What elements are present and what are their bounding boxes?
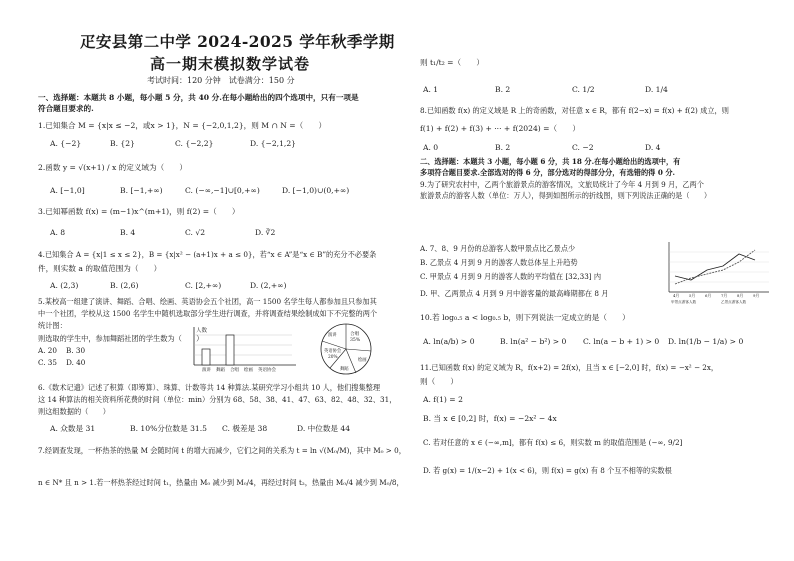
q7-stem-2: n ∈ N* 且 n > 1.若一杯热茶经过时间 t₁，热量由 M₀ 减少到 M₀/4，再经过时间 t₂，热量由 M₀/4 减少到 M₀/8， [38, 478, 404, 487]
q5-stem-2: 中一个社团，学校从这 1500 名学生中随机选取部分学生进行调查，并将调查结果绘制成如下不完整的两个 [38, 309, 378, 318]
club-bar-chart [180, 325, 298, 373]
section1-title: 一、选择题：本题共 8 小题，每小题 5 分，共 40 分.在每小题给出的四个选项中，只有一项是 [38, 93, 359, 102]
line-legend-jia: 甲景点游客人数 [671, 300, 697, 304]
line-tick-2: 6月 [705, 293, 712, 298]
q1-option-c: C. {−2,2} [175, 139, 214, 148]
series-jia [675, 254, 755, 280]
q6-option-c: C. 极差是 38 [222, 424, 268, 433]
bar-y-label: 人数 [196, 328, 208, 334]
q9-option-a: A. 7、8、9 月份的总游客人数甲景点比乙景点少 [420, 244, 576, 253]
q11-stem: 11.已知函数 f(x) 的定义域为 R，f(x+2) = 2f(x)，且当 x ∈ [−2,0] 时，f(x) = −x² − 2x， [420, 363, 719, 372]
q3-option-a: A. 8 [50, 228, 66, 237]
q1-option-d: D. {−2,1,2} [250, 139, 296, 148]
q10-option-a: A. ln(a/b) > 0 [423, 337, 475, 346]
pie-pct-english: 20% [328, 355, 338, 360]
q5-option-c: C. 35 D. 40 [38, 358, 86, 367]
tourist-line-chart [661, 240, 773, 304]
q11-option-b: B. 当 x ∈ [0,2] 时，f(x) = −2x² − 4x [423, 414, 557, 423]
q9-option-d: D. 甲、乙两景点 4 月到 9 月中游客量的最高峰期都在 8 月 [420, 289, 609, 298]
q9-option-c: C. 甲景点 4 月到 9 月的游客人数的平均值在 [32,33] 内 [420, 272, 602, 281]
pie-label-english: 英语协会 [324, 349, 342, 354]
q4-stem: 4.已知集合 A = {x|1 ≤ x ≤ 2}，B = {x|x² − (a+1)x + a ≤ 0}，若“x ∈ A”是“x ∈ B”的充分不必要条 [38, 250, 377, 259]
pie-pct-chorus: 35% [350, 338, 361, 343]
pie-label-speech: 演讲 [328, 333, 337, 338]
q2-option-a: A. [−1,0] [50, 186, 85, 195]
club-pie-chart [316, 321, 376, 377]
q3-option-d: D. ∛2 [255, 228, 276, 237]
q7-option-b: B. 2 [495, 85, 511, 94]
line-legend-yi: 乙景点游客人数 [721, 300, 747, 304]
q6-option-b: B. 10%分位数是 31.5 [130, 424, 207, 433]
q5-stem: 5.某校高一组建了演讲、舞蹈、合唱、绘画、英语协会五个社团，高一 1500 名学生每人都参加且只参加其 [38, 297, 377, 306]
line-tick-5: 9月 [753, 293, 760, 298]
q10-option-c: C. ln(a − b + 1) > 0 [583, 337, 660, 346]
line-tick-3: 7月 [721, 293, 728, 298]
q6-stem: 6.《数术记遗》记述了积算（即筹算）、珠算、计数等共 14 种算法.某研究学习小组共 10 人，他们搜集整理 [38, 383, 381, 392]
q10-option-b: B. ln(a² − b²) > 0 [500, 337, 567, 346]
bar-speech [202, 349, 210, 365]
q8-option-d: D. 4 [645, 143, 661, 152]
bar-tick-0: 演讲 [202, 368, 211, 373]
q6-stem-3: 则这组数据的（ ） [38, 407, 110, 416]
q6-stem-2: 这 14 种算法的相关资料所花费的时间（单位：min）分别为 68、58、38、41、47、63、82、48、32、31， [38, 395, 397, 404]
q2-option-c: C. (−∞,−1]∪[0,+∞) [185, 186, 260, 195]
q6-option-a: A. 众数是 31 [50, 424, 96, 433]
bar-tick-3: 绘画 [244, 368, 253, 373]
q1-stem: 1.已知集合 M = {x|x ≤ −2，或x > 1}，N = {−2,0,1,2}，则 M ∩ N =（ ） [38, 121, 327, 130]
q8-stem: 8.已知函数 f(x) 的定义域是 R 上的奇函数，对任意 x ∈ R，都有 f(2−x) = f(x) + f(2) 成立，则 [420, 106, 729, 115]
q3-option-c: C. √2 [185, 228, 206, 237]
q4-option-d: D. (2,+∞) [250, 281, 287, 290]
q10-option-d: D. ln(1/b − 1/a) > 0 [668, 337, 744, 346]
q7-option-d: D. 1/4 [645, 85, 668, 94]
q1-option-b: B. {2} [110, 139, 135, 148]
exam-title: 疋安县第二中学 2024-2025 学年秋季学期 [80, 32, 395, 51]
q5-stem-4: 则选取的学生中，参加舞蹈社团的学生数为（ ） [38, 334, 204, 343]
section2-title-2: 多项符合题目要求.全部选对的得 6 分，部分选对的得部分分，有选错的得 0 分. [420, 168, 676, 177]
q8-option-c: C. −2 [572, 143, 594, 152]
q3-option-b: B. 4 [120, 228, 136, 237]
pie-label-chorus: 合唱 [350, 332, 360, 337]
q11-option-a: A. f(1) = 2 [423, 395, 463, 404]
q9-stem-2: 旅游景点的游客人数（单位：万人），得到如图所示的折线图，则下列说法正确的是（ ） [420, 191, 712, 200]
q10-stem: 10.若 log₀.₅ a < log₀.₅ b，则下列说法一定成立的是（ ） [420, 313, 630, 322]
q5-stem-3: 统计图： [38, 321, 67, 330]
q9-option-b: B. 乙景点 4 月到 9 月的游客人数总体呈上升趋势 [420, 258, 578, 267]
q7-option-c: C. 1/2 [572, 85, 595, 94]
q2-option-d: D. [−1,0)∪(0,+∞) [282, 186, 350, 195]
exam-subtitle: 高一期末模拟数学试卷 [150, 55, 311, 73]
q5-option-a: A. 20 B. 30 [38, 346, 86, 355]
q4-option-c: C. [2,+∞) [185, 281, 222, 290]
q2-option-b: B. [−1,+∞) [120, 186, 163, 195]
line-tick-4: 8月 [737, 293, 744, 298]
q8-option-a: A. 0 [423, 143, 439, 152]
q1-option-a: A. {−2} [50, 139, 82, 148]
q4-option-b: B. (2,6) [110, 281, 139, 290]
pie-label-dance: 舞蹈 [340, 367, 349, 372]
q7-option-a: A. 1 [423, 85, 439, 94]
section2-title: 二、选择题：本题共 3 小题，每小题 6 分，共 18 分.在每小题给出的选项中，有 [420, 157, 681, 166]
bar-chorus [226, 335, 234, 365]
q11-option-c: C. 若对任意的 x ∈ (−∞,m]，都有 f(x) ≤ 6，则实数 m 的取值范围是 (−∞, 9/2] [423, 438, 683, 447]
q9-stem: 9.为了研究农村中，乙两个旅游景点的游客情况，文旅局统计了今年 4 月到 9 月，乙两个 [420, 180, 704, 189]
pie-label-paint: 绘画 [358, 358, 367, 363]
bar-tick-2: 合唱 [230, 368, 239, 373]
q4-option-a: A. (2,3) [50, 281, 79, 290]
q11-option-d: D. 若 g(x) = 1/(x−2) + 1(x < 6)，则 f(x) = g(x) 有 8 个互不相等的实数根 [423, 466, 672, 475]
q4-stem-2: 件，则实数 a 的取值范围为（ ） [38, 264, 162, 273]
line-tick-1: 5月 [689, 293, 696, 298]
q3-stem: 3.已知幂函数 f(x) = (m−1)x^(m+1)，则 f(2) =（ ） [38, 207, 240, 216]
q7-cont: 则 t₁/t₂ =（ ） [420, 58, 484, 67]
bar-tick-4: 英语协会 [258, 368, 276, 373]
q8-option-b: B. 2 [495, 143, 511, 152]
bar-tick-1: 舞蹈 [216, 368, 225, 373]
q2-stem: 2.函数 y = √(x+1) / x 的定义域为（ ） [38, 163, 187, 172]
section1-title-2: 符合题目要求的. [38, 104, 94, 113]
q7-stem: 7.经调查发现，一杯热茶的热量 M 会随时间 t 的增大而减少，它们之间的关系为 t = ln √(M₀/M)，其中 M₀ > 0， [38, 446, 406, 455]
line-tick-0: 4月 [673, 293, 680, 298]
exam-meta: 考试时间：120 分钟 试卷满分：150 分 [147, 76, 295, 85]
q8-stem-2: f(1) + f(2) + f(3) + ··· + f(2024) =（ ） [420, 124, 580, 133]
q11-stem-2: 则（ ） [420, 377, 458, 386]
q6-option-d: D. 中位数是 44 [297, 424, 351, 433]
